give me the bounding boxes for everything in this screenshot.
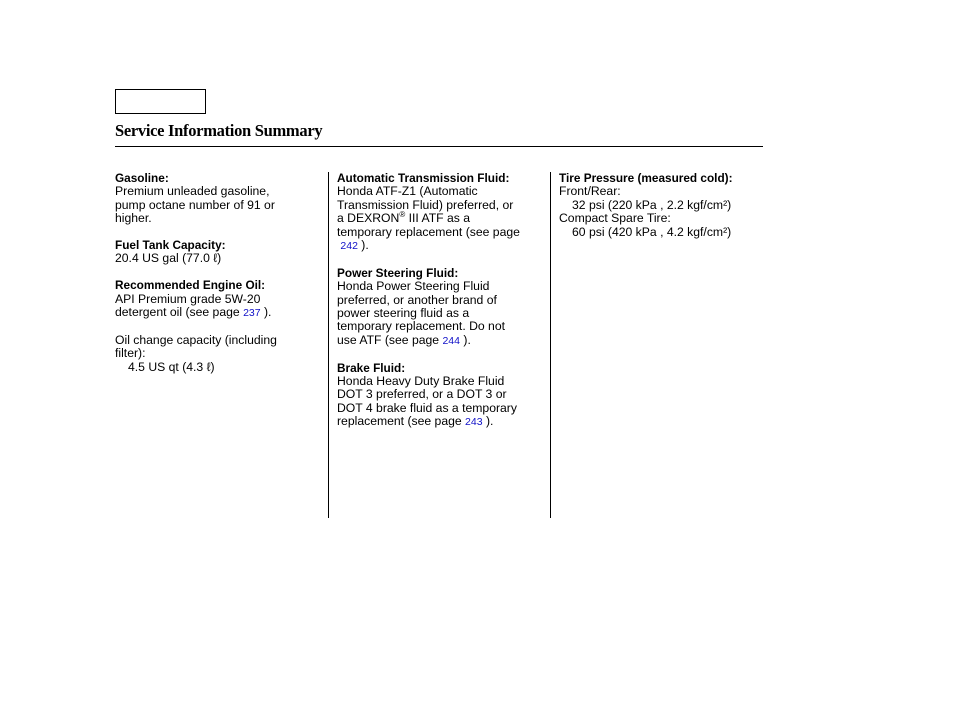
gasoline-text: Premium unleaded gasoline, [115, 184, 270, 199]
engine-oil-text [115, 306, 315, 320]
column-1 [115, 172, 315, 387]
brake-fluid-text: Honda Heavy Duty Brake Fluid [337, 374, 505, 389]
atf-text-post2: ). [357, 238, 369, 253]
gasoline-text: higher. [115, 211, 152, 226]
brake-fluid-section [337, 362, 543, 430]
atf-text: temporary replacement (see page [337, 224, 520, 239]
gasoline-section [115, 172, 315, 226]
front-rear-value: 32 psi (220 kPa , 2.2 kgf/cm²) [572, 197, 732, 212]
page-link-243[interactable]: 243 [465, 416, 483, 429]
power-steering-text: preferred, or another brand of [337, 292, 497, 307]
column-divider-1 [328, 172, 329, 518]
brake-fluid-text: DOT 3 preferred, or a DOT 3 or [337, 387, 507, 402]
tire-pressure-section [559, 172, 759, 239]
atf-heading: Automatic Transmission Fluid: [337, 171, 510, 185]
gasoline-heading: Gasoline: [115, 171, 169, 185]
page-link-237[interactable]: 237 [243, 307, 261, 320]
brake-fluid-text-post: ). [482, 414, 494, 429]
oil-change-value: 4.5 US qt (4.3 ℓ) [128, 359, 215, 374]
engine-oil-text-pre: detergent oil (see page [115, 305, 244, 320]
atf-section [337, 172, 543, 253]
power-steering-text: Honda Power Steering Fluid [337, 279, 490, 294]
atf-text [337, 212, 543, 225]
engine-oil-text: API Premium grade 5W-20 [115, 291, 261, 306]
spare-tire-value: 60 psi (420 kPa , 4.2 kgf/cm²) [572, 224, 732, 239]
engine-oil-text-post: ). [260, 305, 272, 320]
atf-text-post: III ATF as a [405, 211, 471, 226]
power-steering-text: power steering fluid as a [337, 306, 470, 321]
front-rear-label: Front/Rear: [559, 184, 621, 199]
atf-text-pre: a DEXRON [337, 211, 400, 226]
fuel-tank-section [115, 239, 315, 266]
power-steering-text: temporary replacement. Do not [337, 319, 505, 334]
fuel-tank-value: 20.4 US gal (77.0 ℓ) [115, 251, 222, 266]
atf-text: Transmission Fluid) preferred, or [337, 197, 514, 212]
gasoline-text: pump octane number of 91 or [115, 197, 275, 212]
page-link-244[interactable]: 244 [442, 334, 460, 347]
tire-pressure-heading: Tire Pressure (measured cold): [559, 171, 733, 185]
power-steering-section [337, 267, 543, 348]
atf-text: Honda ATF-Z1 (Automatic [337, 184, 478, 199]
column-3 [559, 172, 759, 252]
column-2 [337, 172, 543, 443]
column-divider-2 [550, 172, 551, 518]
engine-oil-section [115, 279, 315, 320]
oil-change-text: filter): [115, 346, 146, 361]
power-steering-text-post: ). [460, 332, 471, 347]
fuel-tank-heading: Fuel Tank Capacity: [115, 238, 226, 253]
spare-tire-label: Compact Spare Tire: [559, 211, 671, 226]
atf-text [337, 239, 543, 253]
oil-change-text: Oil change capacity (including [115, 332, 277, 347]
brake-fluid-text-pre: replacement (see page [337, 414, 466, 429]
power-steering-text-pre: use ATF (see page [337, 332, 443, 347]
brake-fluid-text: DOT 4 brake fluid as a temporary [337, 400, 517, 415]
title-divider [115, 146, 763, 147]
page-title: Service Information Summary [115, 121, 323, 140]
engine-oil-heading: Recommended Engine Oil: [115, 278, 266, 293]
brake-fluid-heading: Brake Fluid: [337, 360, 406, 375]
power-steering-text [337, 334, 543, 348]
registered-mark: ® [399, 210, 406, 220]
power-steering-heading: Power Steering Fluid: [337, 265, 459, 280]
page-link-242[interactable]: 242 [340, 240, 358, 253]
oil-change-section [115, 334, 315, 374]
section-tab-box [115, 89, 206, 114]
brake-fluid-text [337, 415, 543, 429]
